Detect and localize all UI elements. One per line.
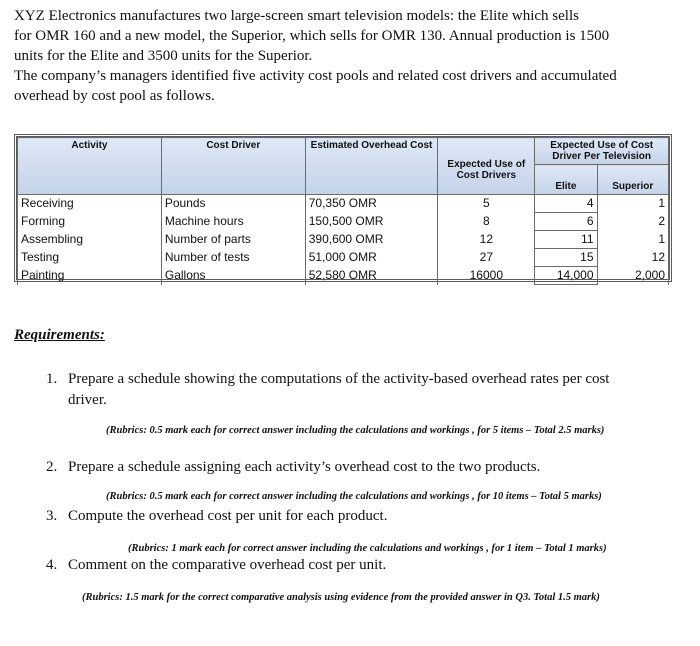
intro-line: units for the Elite and 3500 units for the Superior. xyxy=(14,48,313,64)
table-row xyxy=(18,231,669,249)
cell-use: 27 xyxy=(438,249,535,267)
header-activity: Activity xyxy=(18,138,162,195)
intro-line: for OMR 160 and a new model, the Superior, which sells for OMR 130. Annual production is 1500 xyxy=(14,28,610,44)
cell-superior: 2,000 xyxy=(597,267,668,285)
table-row xyxy=(18,195,669,213)
requirement-item xyxy=(46,369,686,411)
item-text: Compute the overhead cost per unit for each product. xyxy=(68,508,388,524)
rubric-text: (Rubrics: 1.5 mark for the correct comparative analysis using evidence from the provided answer in Q3. Total 1.5 mark) xyxy=(82,592,600,603)
cell-driver: Machine hours xyxy=(161,213,305,231)
cell-driver: Gallons xyxy=(161,267,305,285)
cost-pool-table xyxy=(14,134,672,282)
requirement-item xyxy=(46,506,686,528)
cell-use: 5 xyxy=(438,195,535,213)
cell-superior: 1 xyxy=(597,231,668,249)
header-estimated-overhead: Estimated Overhead Cost xyxy=(305,138,438,195)
rubric-text: (Rubrics: 1 mark each for correct answer including the calculations and workings , for 1 item – Total 1 marks) xyxy=(128,543,607,554)
cell-elite: 6 xyxy=(535,213,597,231)
requirement-item xyxy=(46,555,686,577)
cell-overhead: 150,500 OMR xyxy=(305,213,438,231)
cell-use: 8 xyxy=(438,213,535,231)
cell-use: 12 xyxy=(438,231,535,249)
rubric-text: (Rubrics: 0.5 mark each for correct answer including the calculations and workings , for 10 items – Total 5 marks) xyxy=(106,491,602,502)
cell-elite: 4 xyxy=(535,195,597,213)
cell-superior: 2 xyxy=(597,213,668,231)
item-number: 1. xyxy=(46,371,58,387)
cell-overhead: 70,350 OMR xyxy=(305,195,438,213)
item-number: 4. xyxy=(46,557,58,573)
header-elite: Elite xyxy=(535,165,597,195)
cell-elite: 14,000 xyxy=(535,267,597,285)
cell-driver: Number of parts xyxy=(161,231,305,249)
intro-line: The company’s managers identified five activity cost pools and related cost drivers and accumulated xyxy=(14,68,617,84)
intro-line: overhead by cost pool as follows. xyxy=(14,88,215,104)
cell-overhead: 52,580 OMR xyxy=(305,267,438,285)
intro-line: XYZ Electronics manufactures two large-screen smart television models: the Elite which sells xyxy=(14,8,579,24)
requirement-item xyxy=(46,457,686,479)
cell-driver: Pounds xyxy=(161,195,305,213)
cell-activity: Forming xyxy=(18,213,162,231)
rubric-text: (Rubrics: 0.5 mark each for correct answer including the calculations and workings , for 5 items – Total 2.5 marks) xyxy=(106,425,605,436)
header-superior: Superior xyxy=(597,165,668,195)
cell-overhead: 390,600 OMR xyxy=(305,231,438,249)
cell-driver: Number of tests xyxy=(161,249,305,267)
cell-use: 16000 xyxy=(438,267,535,285)
problem-statement xyxy=(14,6,690,106)
cell-activity: Painting xyxy=(18,267,162,285)
item-number: 3. xyxy=(46,508,58,524)
cell-superior: 1 xyxy=(597,195,668,213)
cell-activity: Receiving xyxy=(18,195,162,213)
cell-activity: Testing xyxy=(18,249,162,267)
item-number: 2. xyxy=(46,459,58,475)
table-row xyxy=(18,213,669,231)
cell-activity: Assembling xyxy=(18,231,162,249)
item-text: Prepare a schedule showing the computations of the activity-based overhead rates per cost xyxy=(68,371,610,387)
item-text: Prepare a schedule assigning each activity’s overhead cost to the two products. xyxy=(68,459,541,475)
header-cost-driver: Cost Driver xyxy=(161,138,305,195)
table-row xyxy=(18,267,669,285)
item-text-cont: driver. xyxy=(68,392,107,408)
cell-elite: 11 xyxy=(535,231,597,249)
item-text: Comment on the comparative overhead cost per unit. xyxy=(68,557,387,573)
header-expected-use: Expected Use of Cost Drivers xyxy=(438,138,535,195)
requirements-heading: Requirements: xyxy=(14,327,105,343)
cell-overhead: 51,000 OMR xyxy=(305,249,438,267)
cell-superior: 12 xyxy=(597,249,668,267)
header-per-television: Expected Use of Cost Driver Per Television xyxy=(535,138,669,165)
table-row xyxy=(18,249,669,267)
cell-elite: 15 xyxy=(535,249,597,267)
